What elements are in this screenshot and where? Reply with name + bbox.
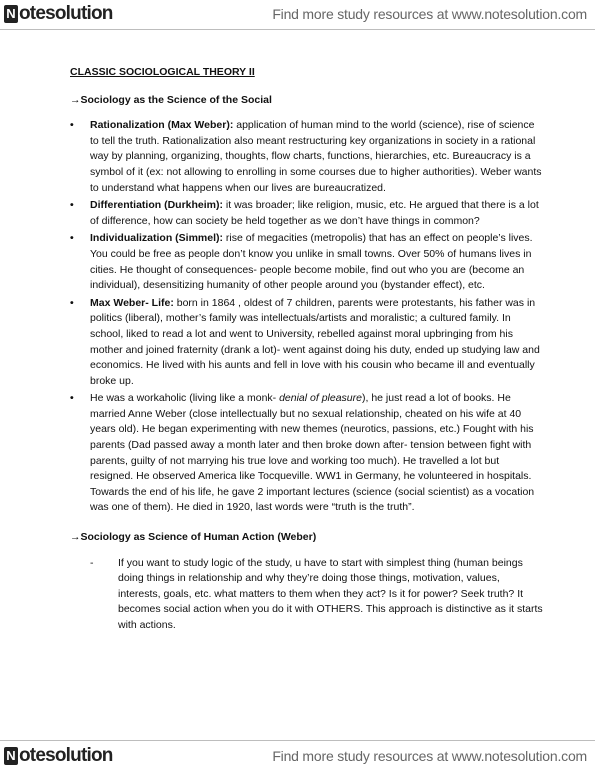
bullet-emphasis: denial of pleasure bbox=[279, 392, 362, 405]
bullet-text: He was a workaholic (living like a monk- bbox=[90, 392, 280, 405]
logo-text: otesolution bbox=[19, 745, 113, 766]
bullet-item bbox=[70, 118, 545, 196]
bullet-text: born in 1864 , oldest of 7 children, parents were protestants, his father was in politics (liberal), mother’s family was intellectuals/artists and moralistic; a cultured family. In school, liked to read a lot and went to University, rebelled against moral upbringing from his mother and joined fraternity (drank a lot)- went against doing his duty, ended up studying law and economics. He lived with his aunts and fell in love with his cousin who became ill and eventually broke up. bbox=[90, 296, 540, 387]
section-heading-human-action: →Sociology as Science of Human Action (Weber) bbox=[70, 531, 317, 544]
bullet-text: rise of megacities (metropolis) that has an effect on people’s lives. You could be free as people don’t know you unlike in small towns. Over 50% of humans lives in cities. He thought of consequences- people become mobile, find out who you are (become an individual), desensitizing humanity of other people around you (bystander effect), etc. bbox=[90, 232, 533, 292]
bullet-term: Max Weber- Life: bbox=[90, 296, 174, 309]
dash-list-human-action bbox=[70, 556, 545, 634]
bullet-item bbox=[70, 231, 545, 293]
footer-divider bbox=[0, 740, 595, 741]
logo-n-icon: N bbox=[4, 747, 18, 765]
bullet-term: Individualization (Simmel): bbox=[90, 232, 224, 245]
section-heading-science-of-social: →Sociology as the Science of the Social bbox=[70, 93, 272, 106]
document-title: CLASSIC SOCIOLOGICAL THEORY II bbox=[70, 66, 255, 78]
dash-item: - If you want to study logic of the study, u have to start with simplest thing (human beings doing things in relationship and why they’re doing those things, motivation, values, interests, goals, etc. what matters to them when they act? Is it for power? Seek truth? It becomes social action when you do it with OTHERS. This approach is distinctive as it starts with actions. bbox=[70, 556, 545, 634]
bullet-text: it was broader; like religion, music, etc. He argued that there is a lot of difference, how can society be held together as we don’t have things in common? bbox=[90, 199, 539, 227]
header-bar bbox=[0, 0, 595, 30]
document-body bbox=[70, 65, 545, 634]
header-tagline[interactable]: Find more study resources at www.notesolution.com bbox=[272, 6, 587, 22]
notesolution-logo[interactable] bbox=[4, 745, 113, 767]
bullet-list-science-of-social bbox=[70, 118, 545, 516]
bullet-text: application of human mind to the world (science), rise of science to tell the truth. Rationalization also meant restructuring key organizations in society in a rational way by planning, organizing, thoughts, flow charts, functions, hierarchies, etc. Bureaucracy is a symbol of it (ex: not allowing to enrolling in some courses due to higher authorities). Weber wants to understand what happens when our lives are bureaucratized. bbox=[90, 119, 542, 194]
bullet-term: Differentiation (Durkheim): bbox=[90, 199, 224, 212]
bullet-item bbox=[70, 296, 545, 390]
notesolution-logo[interactable] bbox=[4, 3, 113, 25]
bullet-term: Rationalization (Max Weber): bbox=[90, 119, 234, 132]
logo-text: otesolution bbox=[19, 3, 113, 24]
bullet-item bbox=[70, 391, 545, 516]
footer-bar bbox=[0, 740, 595, 770]
bullet-item bbox=[70, 198, 545, 229]
footer-tagline[interactable]: Find more study resources at www.notesolution.com bbox=[272, 748, 587, 764]
bullet-text: ), he just read a lot of books. He married Anne Weber (close intellectually but no sexual relationship, cheated on his wife at 40 years old). He began experimenting with new themes (neurotics, passions, etc.) Fought with his parents (Dad passed away a month later and then broke down after- tension between fight with parents, guilty of not marrying his true love and working too much). He travelled a lot but resigned. He observed America like Tocqueville. WW1 in Germany, he volunteered in hospitals. Towards the end of his life, he gave 2 important lectures (science (social scientist) as a vocation was one of them). He died in 1920, last words were “truth is the truth”. bbox=[90, 392, 535, 514]
header-divider bbox=[0, 29, 595, 30]
logo-n-icon: N bbox=[4, 5, 18, 23]
